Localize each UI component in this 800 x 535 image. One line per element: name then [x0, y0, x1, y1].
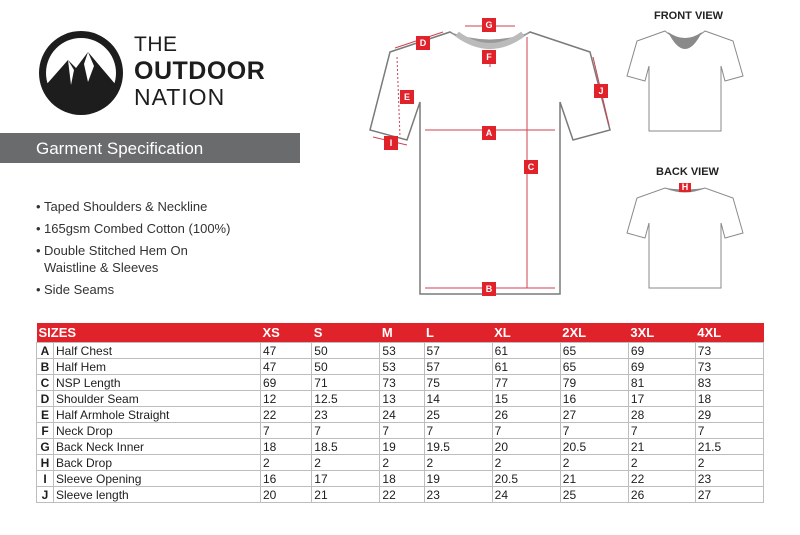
row-measurement-name: Half Chest: [54, 343, 261, 359]
table-cell: 17: [628, 391, 695, 407]
table-cell: 14: [424, 391, 492, 407]
column-header: 4XL: [695, 323, 763, 343]
back-view-tshirt-icon: [625, 183, 745, 293]
table-cell: 25: [560, 487, 628, 503]
row-code: F: [37, 423, 54, 439]
feature-item: • Taped Shoulders & Neckline: [36, 199, 208, 214]
table-cell: 79: [560, 375, 628, 391]
row-code: E: [37, 407, 54, 423]
column-header: XL: [492, 323, 560, 343]
table-cell: 2: [261, 455, 312, 471]
table-cell: 73: [695, 343, 763, 359]
table-cell: 61: [492, 359, 560, 375]
diagram-label-b: B: [485, 284, 493, 294]
row-code: D: [37, 391, 54, 407]
table-cell: 2: [560, 455, 628, 471]
table-cell: 47: [261, 359, 312, 375]
table-cell: 69: [628, 343, 695, 359]
table-cell: 2: [628, 455, 695, 471]
table-row: [37, 343, 764, 359]
table-row: [37, 359, 764, 375]
table-cell: 53: [380, 359, 424, 375]
table-cell: 7: [261, 423, 312, 439]
table-cell: 2: [312, 455, 380, 471]
table-cell: 18.5: [312, 439, 380, 455]
table-cell: 61: [492, 343, 560, 359]
column-header: 2XL: [560, 323, 628, 343]
table-cell: 23: [695, 471, 763, 487]
table-cell: 7: [560, 423, 628, 439]
table-cell: 23: [312, 407, 380, 423]
table-cell: 53: [380, 343, 424, 359]
table-cell: 29: [695, 407, 763, 423]
table-cell: 21: [312, 487, 380, 503]
section-title: Garment Specification: [36, 139, 204, 158]
row-measurement-name: Sleeve Opening: [54, 471, 261, 487]
table-row: [37, 455, 764, 471]
table-cell: 7: [628, 423, 695, 439]
feature-item: • 165gsm Combed Cotton (100%): [36, 221, 231, 236]
table-cell: 65: [560, 359, 628, 375]
table-cell: 26: [628, 487, 695, 503]
table-row: [37, 391, 764, 407]
brand-line-3: NATION: [134, 84, 226, 110]
table-cell: 20: [492, 439, 560, 455]
row-measurement-name: Half Hem: [54, 359, 261, 375]
table-cell: 81: [628, 375, 695, 391]
diagram-label-a: A: [485, 128, 493, 138]
table-cell: 20.5: [560, 439, 628, 455]
table-cell: 83: [695, 375, 763, 391]
table-cell: 22: [380, 487, 424, 503]
table-cell: 50: [312, 343, 380, 359]
table-cell: 57: [424, 359, 492, 375]
row-code: G: [37, 439, 54, 455]
table-cell: 77: [492, 375, 560, 391]
column-header: SIZES: [37, 323, 261, 343]
front-view-label: FRONT VIEW: [654, 10, 724, 22]
table-cell: 57: [424, 343, 492, 359]
size-table: [36, 323, 764, 503]
table-cell: 21.5: [695, 439, 763, 455]
table-cell: 16: [560, 391, 628, 407]
table-cell: 2: [424, 455, 492, 471]
diagram-label-j: J: [598, 86, 604, 96]
table-cell: 13: [380, 391, 424, 407]
mountain-circle-logo-icon: [38, 30, 124, 116]
table-cell: 26: [492, 407, 560, 423]
table-cell: 19: [424, 471, 492, 487]
table-cell: 69: [628, 359, 695, 375]
table-header-row: [37, 323, 764, 343]
table-cell: 2: [492, 455, 560, 471]
table-row: [37, 439, 764, 455]
table-cell: 24: [492, 487, 560, 503]
table-cell: 73: [380, 375, 424, 391]
row-measurement-name: NSP Length: [54, 375, 261, 391]
diagram-label-e: E: [403, 92, 411, 102]
table-cell: 22: [628, 471, 695, 487]
table-cell: 20.5: [492, 471, 560, 487]
row-code: H: [37, 455, 54, 471]
row-measurement-name: Back Neck Inner: [54, 439, 261, 455]
table-cell: 24: [380, 407, 424, 423]
row-measurement-name: Neck Drop: [54, 423, 261, 439]
table-cell: 18: [380, 471, 424, 487]
diagram-label-h: H: [681, 183, 689, 192]
table-cell: 7: [695, 423, 763, 439]
tshirt-diagram-icon: [365, 12, 625, 302]
table-cell: 12.5: [312, 391, 380, 407]
table-cell: 21: [628, 439, 695, 455]
table-cell: 7: [380, 423, 424, 439]
row-measurement-name: Shoulder Seam: [54, 391, 261, 407]
diagram-label-g: G: [485, 20, 493, 30]
diagram-label-f: F: [486, 52, 492, 62]
row-code: A: [37, 343, 54, 359]
table-cell: 7: [492, 423, 560, 439]
table-cell: 69: [261, 375, 312, 391]
table-cell: 12: [261, 391, 312, 407]
table-cell: 17: [312, 471, 380, 487]
feature-list: [36, 198, 230, 303]
table-cell: 23: [424, 487, 492, 503]
table-cell: 27: [695, 487, 763, 503]
column-header: L: [424, 323, 492, 343]
table-cell: 50: [312, 359, 380, 375]
table-cell: 18: [695, 391, 763, 407]
table-cell: 18: [261, 439, 312, 455]
table-cell: 19: [380, 439, 424, 455]
brand-name: [134, 32, 265, 110]
diagram-label-d: D: [419, 38, 427, 48]
back-view-label: BACK VIEW: [656, 166, 719, 178]
column-header: XS: [261, 323, 312, 343]
brand-line-1: THE: [134, 33, 178, 56]
table-cell: 16: [261, 471, 312, 487]
table-cell: 25: [424, 407, 492, 423]
row-code: J: [37, 487, 54, 503]
table-row: [37, 423, 764, 439]
table-row: [37, 407, 764, 423]
table-cell: 7: [312, 423, 380, 439]
diagram-label-c: C: [527, 162, 535, 172]
table-cell: 2: [695, 455, 763, 471]
table-cell: 2: [380, 455, 424, 471]
table-row: [37, 487, 764, 503]
row-code: B: [37, 359, 54, 375]
table-cell: 21: [560, 471, 628, 487]
table-cell: 47: [261, 343, 312, 359]
table-row: [37, 471, 764, 487]
row-code: C: [37, 375, 54, 391]
table-cell: 19.5: [424, 439, 492, 455]
row-code: I: [37, 471, 54, 487]
feature-item: • Side Seams: [36, 282, 115, 297]
row-measurement-name: Half Armhole Straight: [54, 407, 261, 423]
table-cell: 20: [261, 487, 312, 503]
front-view-tshirt-icon: [625, 26, 745, 136]
column-header: S: [312, 323, 380, 343]
table-cell: 73: [695, 359, 763, 375]
table-cell: 28: [628, 407, 695, 423]
table-row: [37, 375, 764, 391]
table-cell: 71: [312, 375, 380, 391]
column-header: M: [380, 323, 424, 343]
brand-line-2: OUTDOOR: [134, 57, 266, 85]
table-cell: 22: [261, 407, 312, 423]
table-cell: 65: [560, 343, 628, 359]
row-measurement-name: Sleeve length: [54, 487, 261, 503]
table-cell: 27: [560, 407, 628, 423]
row-measurement-name: Back Drop: [54, 455, 261, 471]
feature-item: • Double Stitched Hem On Waistline & Sleeves: [36, 243, 188, 275]
diagram-label-i: I: [389, 138, 393, 148]
table-cell: 7: [424, 423, 492, 439]
table-cell: 75: [424, 375, 492, 391]
table-cell: 15: [492, 391, 560, 407]
column-header: 3XL: [628, 323, 695, 343]
